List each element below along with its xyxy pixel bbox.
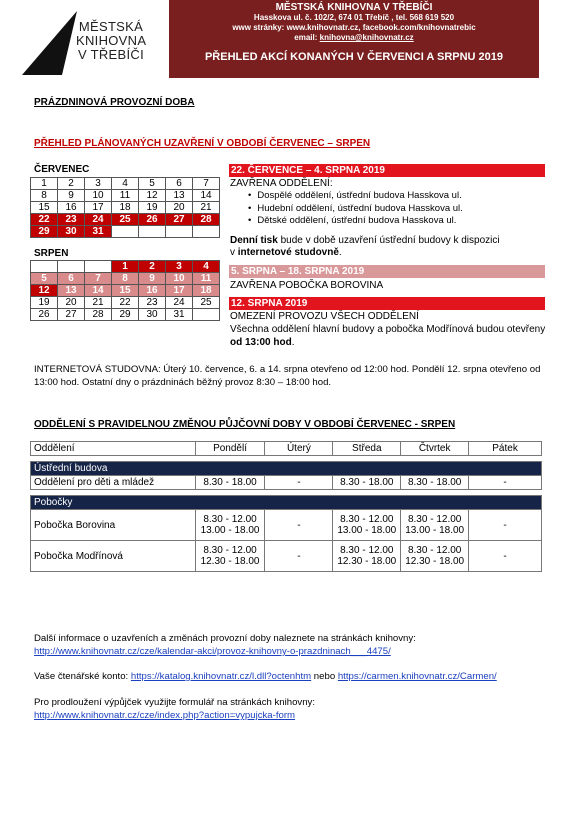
august-day-cell: 2 <box>139 261 166 273</box>
july-day-cell: 25 <box>112 214 139 226</box>
july-day-cell: 5 <box>139 178 166 190</box>
july-day-cell: 9 <box>58 190 85 202</box>
july-day-cell: 22 <box>31 214 58 226</box>
august-day-cell: 16 <box>139 285 166 297</box>
july-day-cell: 7 <box>193 178 220 190</box>
internet-study-line2: 13:00 hod. Ostatní dny o prázdninách běžný provoz 8:30 – 18:00 hod. <box>34 377 332 388</box>
july-week-row <box>31 214 220 226</box>
table-row <box>31 541 542 572</box>
july-day-cell: 26 <box>139 214 166 226</box>
august-week-row <box>31 273 220 285</box>
july-day-cell: 19 <box>139 202 166 214</box>
july-day-cell: 13 <box>166 190 193 202</box>
konto-label: Vaše čtenářské konto: <box>34 671 131 682</box>
august-day-cell: 29 <box>112 309 139 321</box>
july-day-cell: 27 <box>166 214 193 226</box>
august-week-row <box>31 309 220 321</box>
august-day-cell: 25 <box>193 297 220 309</box>
closure3-text: Všechna oddělení hlavní budovy a pobočka Modřínová budou otevřeny <box>230 324 546 335</box>
august-day-cell: 26 <box>31 309 58 321</box>
col-header-thursday: Čtvrtek <box>401 442 469 456</box>
time-slot: 8.30 - 12.00 <box>340 545 394 556</box>
july-day-cell <box>193 226 220 238</box>
august-day-cell: 18 <box>193 285 220 297</box>
row-name: Pobočka Modřínová <box>31 541 196 572</box>
july-day-cell: 10 <box>85 190 112 202</box>
closure3-time-bold: od 13:00 hod <box>230 337 292 348</box>
july-week-row <box>31 202 220 214</box>
august-day-cell <box>31 261 58 273</box>
july-day-cell: 24 <box>85 214 112 226</box>
carmen-link[interactable]: https://carmen.knihovnatr.cz/Carmen/ <box>337 671 497 682</box>
col-header-friday: Pátek <box>469 442 542 456</box>
closure1-note <box>230 235 500 247</box>
row-thursday <box>401 510 469 541</box>
closures-title: PŘEHLED PLÁNOVANÝCH UZAVŘENÍ V OBDOBÍ ČERVENEC – SRPEN <box>34 138 371 149</box>
august-week-row <box>31 297 220 309</box>
footer-info-3: Pro prodloužení výpůjček využijte formulář na stránkách knihovny: <box>34 697 316 708</box>
closure1-item: • Dětské oddělení, ústřední budova Hasskova ul. <box>248 215 463 228</box>
august-day-cell: 3 <box>166 261 193 273</box>
row-tuesday: - <box>265 510 333 541</box>
july-day-cell: 12 <box>139 190 166 202</box>
august-day-cell: 21 <box>85 297 112 309</box>
logo-line-3: V TŘEBÍČI <box>77 47 145 62</box>
july-day-cell: 20 <box>166 202 193 214</box>
august-day-cell: 15 <box>112 285 139 297</box>
footer-link-1-wrap <box>34 646 391 658</box>
time-slot: 13.00 - 18.00 <box>337 525 397 536</box>
header-email <box>169 33 539 43</box>
august-day-cell: 14 <box>85 285 112 297</box>
col-header-monday: Pondělí <box>195 442 265 456</box>
group-central-label: Ústřední budova <box>31 462 542 476</box>
logo-text <box>76 20 146 62</box>
closure1-bar: 22. ČERVENCE – 4. SRPNA 2019 <box>229 164 545 177</box>
time-slot: 8.30 - 12.00 <box>340 514 394 525</box>
closure3-time <box>230 337 294 349</box>
july-day-cell: 8 <box>31 190 58 202</box>
closure1-note2-bold: internetové studovně <box>237 247 339 258</box>
august-day-cell: 23 <box>139 297 166 309</box>
closure2-bar: 5. SRPNA – 18. SRPNA 2019 <box>229 265 545 278</box>
july-day-cell: 3 <box>85 178 112 190</box>
july-day-cell: 21 <box>193 202 220 214</box>
header-web: www stránky: www.knihovnatr.cz, facebook.com/knihovnatrebic <box>232 23 476 32</box>
august-day-cell: 5 <box>31 273 58 285</box>
col-header-tuesday: Úterý <box>265 442 333 456</box>
july-day-cell: 18 <box>112 202 139 214</box>
july-day-cell: 14 <box>193 190 220 202</box>
august-day-cell: 1 <box>112 261 139 273</box>
konto-or: nebo <box>311 671 338 682</box>
row-tuesday: - <box>265 541 333 572</box>
row-friday: - <box>469 510 542 541</box>
august-day-cell: 4 <box>193 261 220 273</box>
closure1-note2-pre: v <box>230 247 238 258</box>
row-monday <box>195 510 265 541</box>
row-monday: 8.30 - 18.00 <box>195 476 265 490</box>
july-day-cell: 28 <box>193 214 220 226</box>
row-monday <box>195 541 265 572</box>
hours-header-row <box>31 442 542 456</box>
closure1-item: • Hudební oddělení, ústřední budova Hasskova ul. <box>248 203 463 216</box>
july-day-cell: 17 <box>85 202 112 214</box>
calendar-link[interactable]: http://www.knihovnatr.cz/cze/kalendar-akci/provoz-knihovny-o-prazdninach___4475/ <box>34 646 391 657</box>
header-box <box>169 0 539 78</box>
time-slot: 8.30 - 12.00 <box>203 545 257 556</box>
time-slot: 8.30 - 12.00 <box>407 545 462 556</box>
august-week-row <box>31 285 220 297</box>
august-day-cell: 17 <box>166 285 193 297</box>
header-address: Hasskova ul. č. 102/2, 674 01 Třebíč , tel. 568 619 520 <box>253 13 455 22</box>
july-day-cell: 2 <box>58 178 85 190</box>
renewal-form-link[interactable]: http://www.knihovnatr.cz/cze/index.php?action=vypujcka-form <box>34 710 296 721</box>
august-day-cell: 20 <box>58 297 85 309</box>
july-week-row <box>31 226 220 238</box>
col-header-wednesday: Středa <box>333 442 401 456</box>
row-thursday <box>401 541 469 572</box>
august-day-cell <box>193 309 220 321</box>
header-main-title: PŘEHLED AKCÍ KONANÝCH V ČERVENCI A SRPNU 2019 <box>204 51 504 63</box>
august-label: SRPEN <box>34 248 69 259</box>
july-week-row <box>31 178 220 190</box>
august-day-cell <box>85 261 112 273</box>
time-slot: 12.30 - 18.00 <box>200 556 260 567</box>
august-day-cell: 6 <box>58 273 85 285</box>
july-day-cell: 29 <box>31 226 58 238</box>
holiday-hours-title: PRÁZDNINOVÁ PROVOZNÍ DOBA <box>34 97 195 108</box>
july-day-cell <box>139 226 166 238</box>
table-row <box>31 476 542 490</box>
august-day-cell: 19 <box>31 297 58 309</box>
august-day-cell: 12 <box>31 285 58 297</box>
row-wednesday: 8.30 - 18.00 <box>333 476 401 490</box>
july-label: ČERVENEC <box>34 164 90 175</box>
closure3-bar: 12. SRPNA 2019 <box>229 297 545 310</box>
august-day-cell: 13 <box>58 285 85 297</box>
august-day-cell: 7 <box>85 273 112 285</box>
group-row-central <box>31 462 542 476</box>
time-slot: 8.30 - 12.00 <box>203 514 257 525</box>
august-day-cell: 31 <box>166 309 193 321</box>
row-name: Oddělení pro děti a mládež <box>31 476 196 490</box>
august-day-cell: 27 <box>58 309 85 321</box>
logo-line-2: KNIHOVNA <box>76 33 147 48</box>
row-wednesday <box>333 541 401 572</box>
july-day-cell: 15 <box>31 202 58 214</box>
july-day-cell: 16 <box>58 202 85 214</box>
august-day-cell: 30 <box>139 309 166 321</box>
august-day-cell: 28 <box>85 309 112 321</box>
row-thursday: 8.30 - 18.00 <box>401 476 469 490</box>
hours-table <box>30 441 542 572</box>
header-email-label: email: <box>294 33 320 42</box>
row-friday: - <box>469 541 542 572</box>
august-day-cell: 8 <box>112 273 139 285</box>
closure1-item: • Dospělé oddělení, ústřední budova Hasskova ul. <box>248 190 463 203</box>
august-day-cell <box>58 261 85 273</box>
group-row-branches <box>31 496 542 510</box>
katalog-link[interactable]: https://katalog.knihovnatr.cz/l.dll?octenhtm <box>130 671 312 682</box>
row-wednesday <box>333 510 401 541</box>
group-branches-label: Pobočky <box>31 496 542 510</box>
header-email-link[interactable]: knihovna@knihovnatr.cz <box>319 33 414 42</box>
july-day-cell: 6 <box>166 178 193 190</box>
closure1-note-bold: Denní tisk <box>230 235 278 246</box>
table-row <box>31 510 542 541</box>
closure1-note-rest: bude v době uzavření ústřední budovy k dispozici <box>277 235 500 246</box>
july-day-cell: 31 <box>85 226 112 238</box>
row-tuesday: - <box>265 476 333 490</box>
time-slot: 13.00 - 18.00 <box>200 525 260 536</box>
time-slot: 12.30 - 18.00 <box>405 556 465 567</box>
july-day-cell: 1 <box>31 178 58 190</box>
august-day-cell: 9 <box>139 273 166 285</box>
closure1-list <box>248 190 463 228</box>
july-day-cell: 30 <box>58 226 85 238</box>
time-slot: 8.30 - 12.00 <box>407 514 462 525</box>
august-week-row <box>31 261 220 273</box>
july-week-row <box>31 190 220 202</box>
closure2-text: ZAVŘENA POBOČKA BOROVINA <box>230 280 384 291</box>
footer-konto <box>34 671 497 683</box>
footer-link-4-wrap <box>34 710 295 722</box>
july-calendar <box>30 177 220 238</box>
august-day-cell: 24 <box>166 297 193 309</box>
closure1-note2 <box>230 247 342 259</box>
july-day-cell: 4 <box>112 178 139 190</box>
time-slot: 13.00 - 18.00 <box>405 525 465 536</box>
july-day-cell: 11 <box>112 190 139 202</box>
august-day-cell: 11 <box>193 273 220 285</box>
closure1-heading: ZAVŘENA ODDĚLENÍ: <box>230 178 333 189</box>
col-header-department: Oddělení <box>31 442 196 456</box>
departments-title: ODDĚLENÍ S PRAVIDELNOU ZMĚNOU PŮJČOVNÍ DOBY V OBDOBÍ ČERVENEC - SRPEN <box>34 419 456 430</box>
july-day-cell <box>112 226 139 238</box>
header-title: MĚSTSKÁ KNIHOVNA V TŘEBÍČI <box>275 2 433 13</box>
closure3-heading: OMEZENÍ PROVOZU VŠECH ODDĚLENÍ <box>230 311 419 322</box>
august-day-cell: 10 <box>166 273 193 285</box>
july-day-cell: 23 <box>58 214 85 226</box>
august-calendar <box>30 260 220 321</box>
internet-study-line1: INTERNETOVÁ STUDOVNA: Úterý 10. července, 6. a 14. srpna otevřeno od 12:00 hod. Pondělí 12. srpna otevřeno od <box>34 364 541 375</box>
august-day-cell: 22 <box>112 297 139 309</box>
july-day-cell <box>166 226 193 238</box>
footer-info-1: Další informace o uzavřeních a změnách provozní doby naleznete na stránkách knihovny: <box>34 633 416 644</box>
row-friday: - <box>469 476 542 490</box>
closure3-time-post: . <box>291 337 295 348</box>
library-logo-icon <box>22 11 78 75</box>
logo-line-1: MĚSTSKÁ <box>78 19 144 34</box>
closure1-note2-post: . <box>338 247 342 258</box>
time-slot: 12.30 - 18.00 <box>337 556 397 567</box>
row-name: Pobočka Borovina <box>31 510 196 541</box>
